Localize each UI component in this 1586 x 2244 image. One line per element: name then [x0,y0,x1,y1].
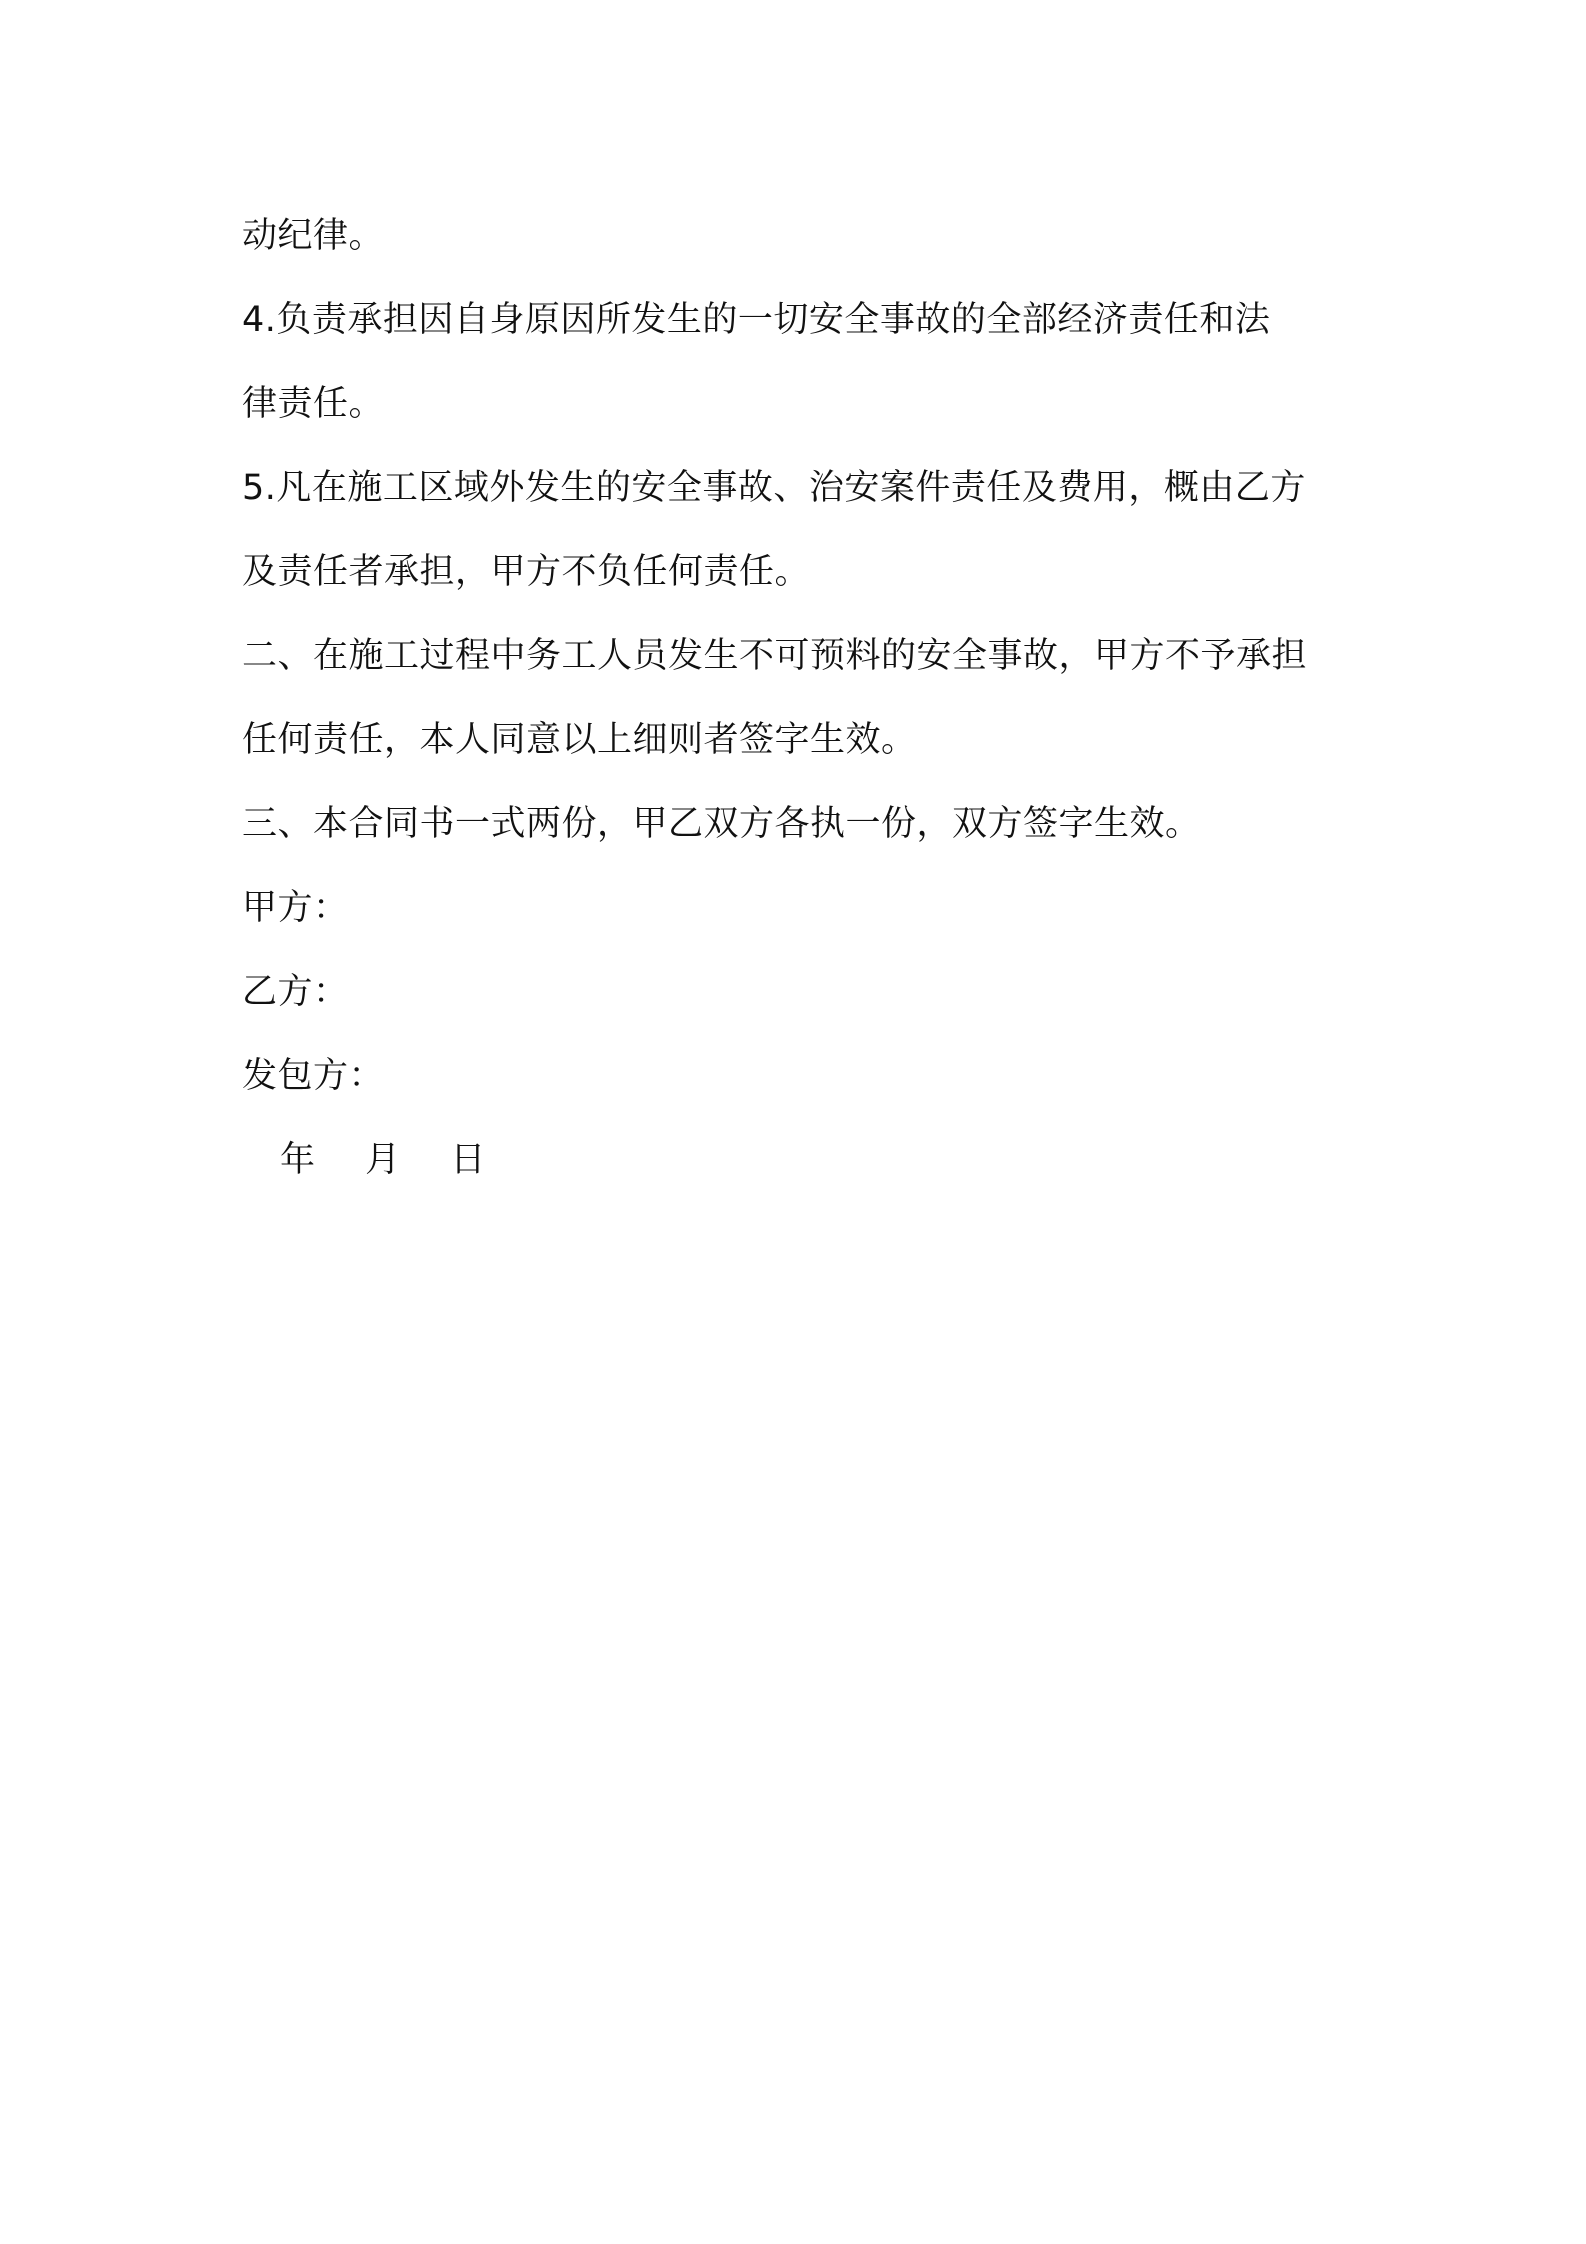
date-month-label: 月 [365,1140,401,1180]
document-body [242,194,1362,1202]
party-a-signature-label: 甲方： [242,888,349,928]
section-3-line: 三、本合同书一式两份，甲乙双方各执一份，双方签字生效。 [242,804,1201,844]
clause-4-line-1: 4.负责承担因自身原因所发生的一切安全事故的全部经济责任和法 [242,300,1271,340]
party-b-signature-label: 乙方： [242,972,349,1012]
clause-5-line-1: 5.凡在施工区域外发生的安全事故、治安案件责任及费用，概由乙方 [242,468,1306,508]
date-day-label: 日 [450,1140,486,1180]
date-line [242,1118,1362,1202]
contractor-signature-label: 发包方： [242,1056,385,1096]
paragraph-line: 动纪律。 [242,216,385,256]
section-2-line-2: 任何责任，本人同意以上细则者签字生效。 [242,720,917,760]
date-year-label: 年 [280,1140,316,1180]
clause-5-line-2: 及责任者承担，甲方不负任何责任。 [242,552,811,592]
section-2-line-1: 二、在施工过程中务工人员发生不可预料的安全事故，甲方不予承担 [242,636,1308,676]
clause-4-line-2: 律责任。 [242,384,385,424]
